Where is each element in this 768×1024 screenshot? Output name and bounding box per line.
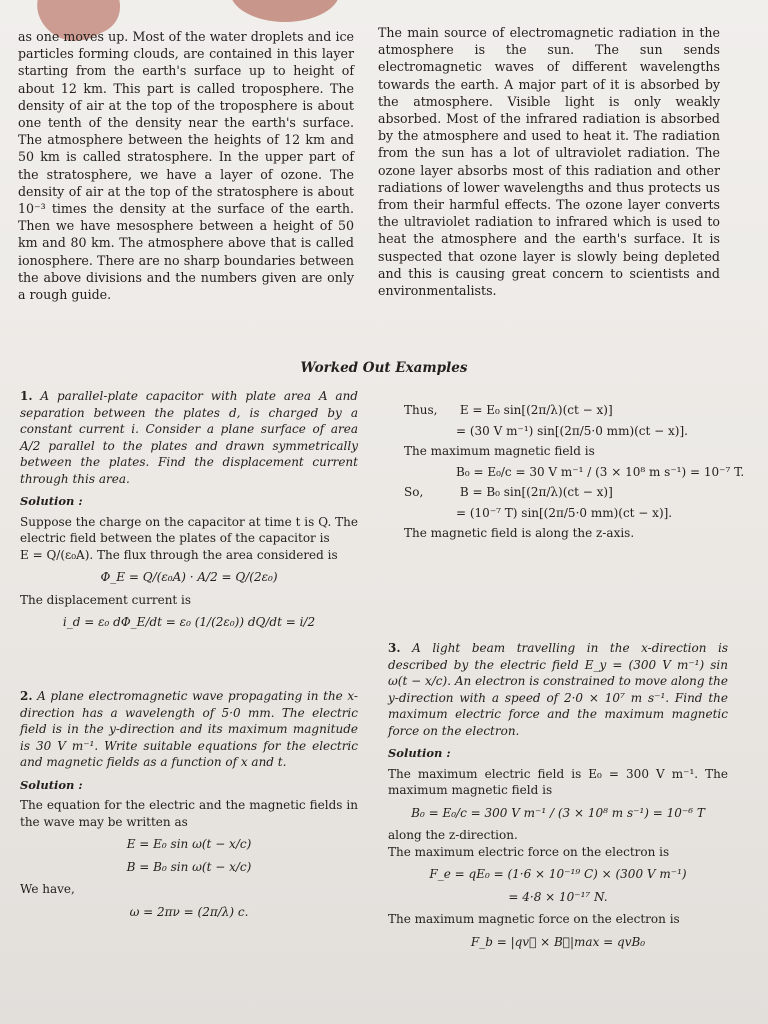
eq-e-numeric: = (30 V m⁻¹) sin[(2π/5·0 mm)(ct − x)]. bbox=[456, 423, 688, 438]
example-1-displacement-text: The displacement current is bbox=[20, 592, 192, 607]
example-1 bbox=[20, 388, 358, 637]
eq-b-numeric: = (10⁻⁷ T) sin[(2π/5·0 mm)(ct − x)]. bbox=[456, 505, 673, 520]
eq-line-1 bbox=[404, 402, 734, 419]
example-1-equation-current: i_d = ε₀ dΦ_E/dt = ε₀ (1/(2ε₀)) dQ/dt = i/2 bbox=[62, 615, 316, 629]
eq-b0: B₀ = E₀/c = 30 V m⁻¹ / (3 × 10⁸ m s⁻¹) = 10⁻⁷ T. bbox=[456, 464, 745, 479]
eq-line-2 bbox=[404, 423, 734, 440]
eq-line-4 bbox=[404, 484, 734, 501]
example-3-equation-b0: B₀ = E₀/c = 300 V m⁻¹ / (3 × 10⁸ m s⁻¹) = 10⁻⁶ T bbox=[411, 805, 705, 820]
example-1-equation-field: E = Q/(ε₀A). The flux through the area considered is bbox=[20, 547, 338, 562]
example-2-we-have: We have, bbox=[20, 882, 75, 896]
example-2-solution-text: The equation for the electric and the magnetic fields in the wave may be written as bbox=[20, 798, 358, 829]
example-3-question-text: A light beam travelling in the x-direction is described by the electric field E_y = (300 V m⁻¹) sin ω(t − x/c). An electron is constrained to move along the y-direction with a speed of 2·0 × 10⁷ m s⁻¹. Find the maximum electric force and the maximum magnetic force on the electron. bbox=[388, 641, 728, 738]
thus-label: Thus, bbox=[404, 403, 438, 417]
example-2-solution-label: Solution : bbox=[20, 777, 83, 792]
example-2-question bbox=[20, 688, 358, 771]
section-title: Worked Out Examples bbox=[300, 360, 468, 376]
example-2-question-text: A plane electromagnetic wave propagating in the x-direction has a wavelength of 5·0 mm. The electric field is in the y-direction and its maximum magnitude is 30 V m⁻¹. Write suitable equations for the electric and magnetic fields as a function of x and t. bbox=[20, 689, 358, 769]
finger-shadow-2 bbox=[230, 0, 340, 22]
so-label: So, bbox=[404, 485, 424, 499]
example-2 bbox=[20, 688, 358, 926]
example-3-solution-text: The maximum electric field is E₀ = 300 V m⁻¹. The maximum magnetic field is bbox=[388, 766, 728, 797]
example-2-equation-b: B = B₀ sin ω(t − x/c) bbox=[126, 859, 252, 874]
right-column-paragraph bbox=[378, 24, 720, 299]
example-2-equation-omega: ω = 2πν = (2π/λ) c. bbox=[129, 904, 249, 919]
example-3-equation-fe: F_e = qE₀ = (1·6 × 10⁻¹⁹ C) × (300 V m⁻¹) bbox=[429, 867, 687, 881]
example-3-solution-label: Solution : bbox=[388, 746, 451, 760]
example-3-direction-text: along the z-direction. bbox=[388, 828, 518, 842]
example-3 bbox=[388, 640, 728, 956]
example-1-solution-label: Solution : bbox=[20, 494, 83, 508]
example-3-number: 3. bbox=[388, 641, 401, 655]
eq-b-full: B = B₀ sin[(2π/λ)(ct − x)] bbox=[459, 485, 613, 499]
example-1-question bbox=[20, 388, 358, 487]
example-3-magnetic-force-text: The maximum magnetic force on the electron is bbox=[388, 912, 680, 926]
eq-e-full: E = E₀ sin[(2π/λ)(ct − x)] bbox=[459, 403, 613, 417]
example-1-equation-flux: Φ_E = Q/(ε₀A) · A/2 = Q/(2ε₀) bbox=[100, 570, 278, 584]
magnetic-axis-text: The magnetic field is along the z-axis. bbox=[404, 526, 635, 540]
example-3-equation-fe-result: = 4·8 × 10⁻¹⁷ N. bbox=[508, 889, 608, 904]
example-2-equation-e: E = E₀ sin ω(t − x/c) bbox=[126, 837, 252, 851]
example-1-question-text: A parallel-plate capacitor with plate area A and separation between the plates d, is charged by a constant current i. Consider a plane surface of area A/2 parallel to the plates and drawn symmetrically between the plates. Find the displacement current through this area. bbox=[20, 389, 358, 486]
example-2-continued bbox=[404, 398, 745, 542]
eq-line-5 bbox=[404, 505, 734, 522]
example-3-question bbox=[388, 640, 728, 739]
eq-line-3 bbox=[404, 464, 745, 481]
left-column-paragraph bbox=[18, 28, 354, 303]
right-paragraph-text: The main source of electromagnetic radiation in the atmosphere is the sun. The sun sends electromagnetic waves of different wavelengths towards the earth. A major part of it is absorbed by the atmosphere. Visible light is only weakly absorbed. Most of the infrared radiation is absorbed by the atmosphere and used to heat it. The radiation from the sun has a lot of ultraviolet radiation. The ozone layer absorbs most of this radiation and other radiations of lower wavelengths and thus protects us from their harmful effects. The ozone layer converts the ultraviolet radiation to infrared which is used to heat the atmosphere and the earth's surface. It is suspected that ozone layer is slowly being depleted and this is causing great concern to scientists and environmentalists. bbox=[378, 25, 720, 299]
example-1-number: 1. bbox=[20, 389, 33, 403]
max-magnetic-text: The maximum magnetic field is bbox=[404, 444, 595, 458]
example-2-number: 2. bbox=[20, 689, 33, 703]
left-paragraph-text: as one moves up. Most of the water droplets and ice particles forming clouds, are contained in this layer starting from the earth's surface up to height of about 12 km. This part is called troposphere. The density of air at the top of the troposphere is about one tenth of the density near the earth's surface. The atmosphere between the heights of 12 km and 50 km is called stratosphere. In the upper part of the stratosphere, we have a layer of ozone. The density of air at the top of the stratosphere is about 10⁻³ times the density at the surface of the earth. Then we have mesosphere between a height of 50 km and 80 km. The atmosphere above that is called ionosphere. There are no sharp boundaries between the above divisions and the numbers given are only a rough guide. bbox=[18, 29, 354, 303]
example-1-solution-text: Suppose the charge on the capacitor at time t is Q. The electric field between the plates of the capacitor is bbox=[20, 514, 358, 545]
example-3-electric-force-text: The maximum electric force on the electron is bbox=[388, 844, 670, 859]
example-3-equation-fb: F_b = |qv⃗ × B⃗|max = qvB₀ bbox=[470, 934, 646, 949]
